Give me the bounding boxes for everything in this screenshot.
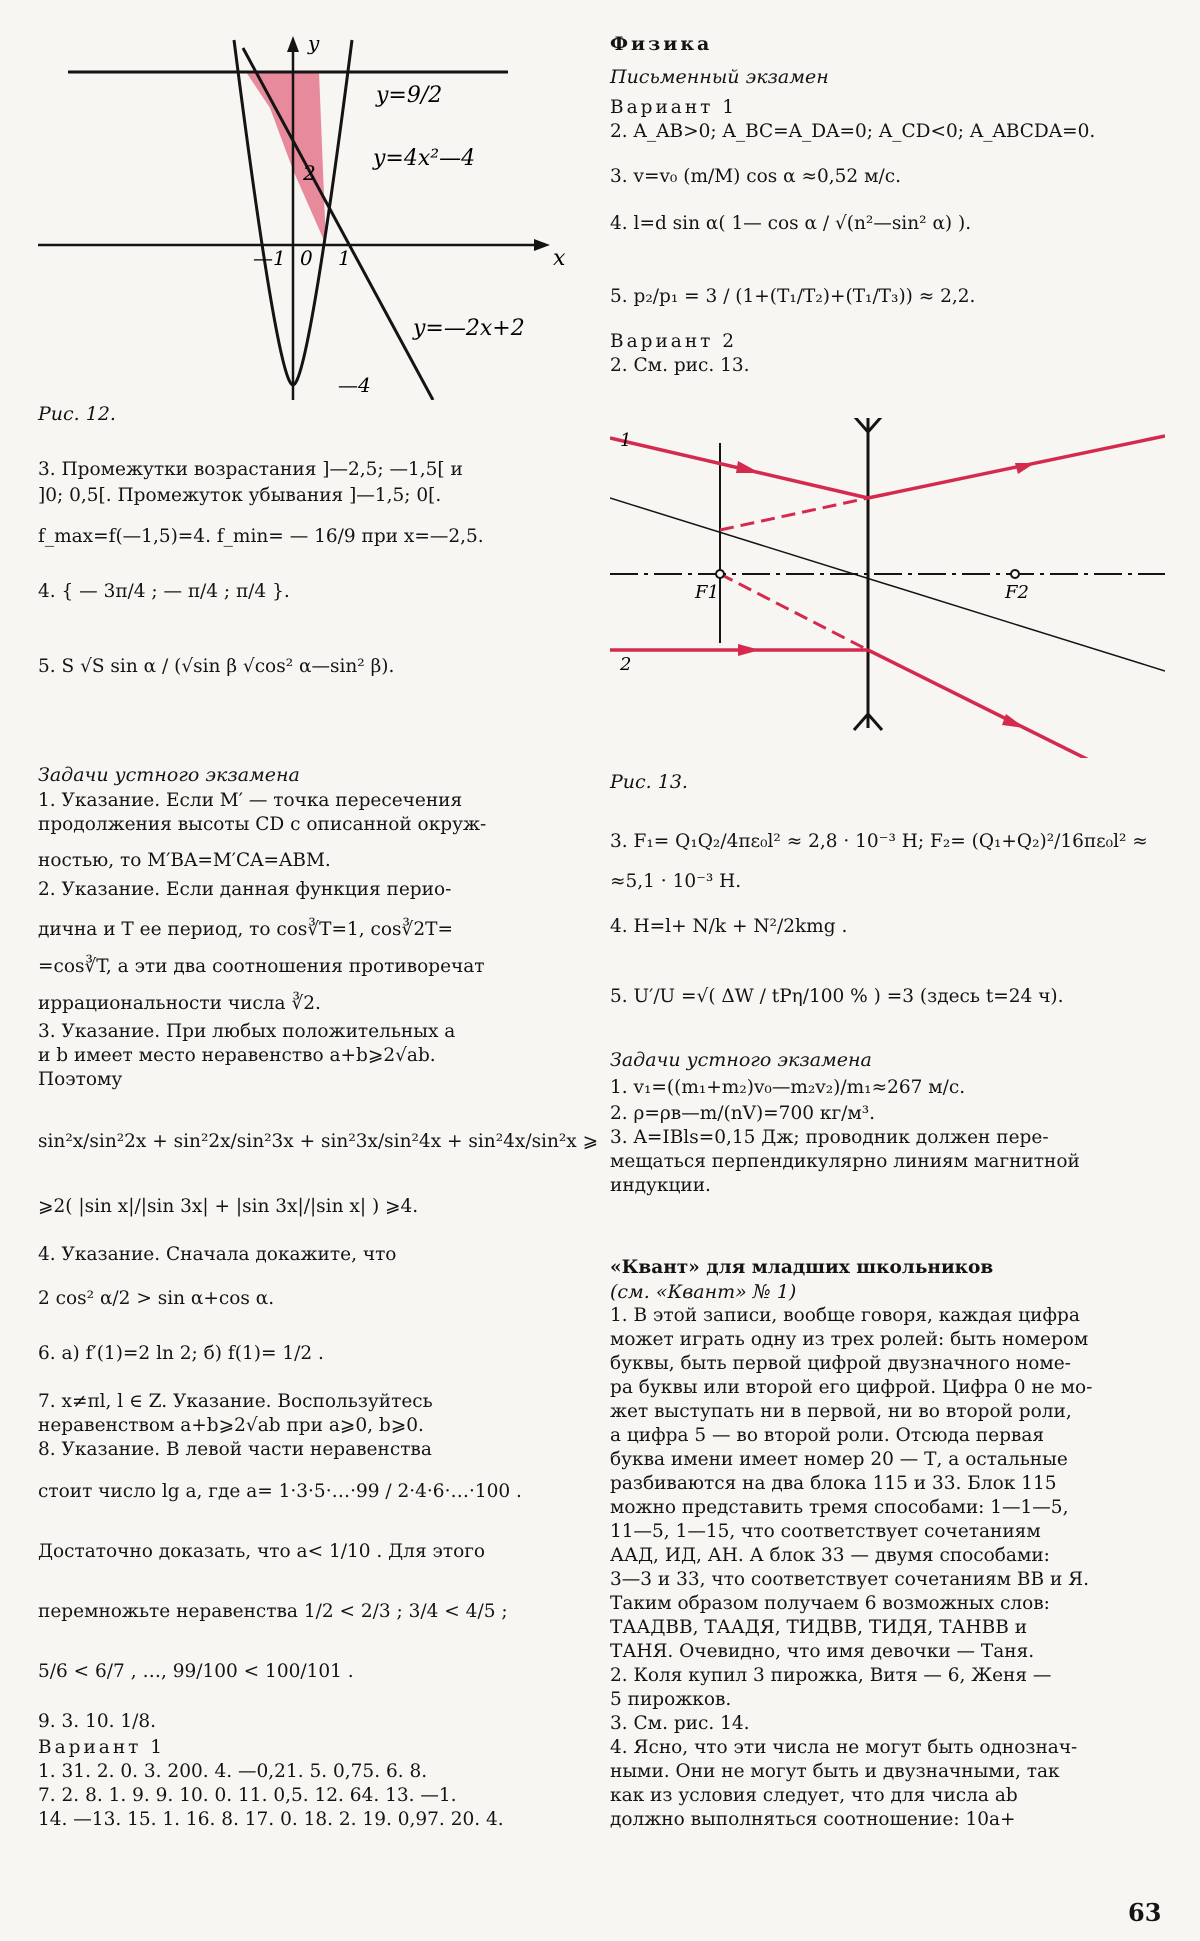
after-fig-3: 5. U′/U =√( ΔW / tPη/100 % ) =3 (здесь t=24 ч). — [610, 986, 1064, 1007]
variant-2-heading: Вариант 2 — [610, 331, 738, 352]
f1-label: F1 — [695, 582, 719, 603]
oral-left-13: 2 cos² α/2 > sin α+cos α. — [38, 1288, 275, 1309]
kvant-14: ТАНЯ. Очевидно, что имя девочки — Таня. — [610, 1641, 1035, 1662]
ray-2-label: 2 — [620, 654, 632, 675]
kvant-15: 2. Коля купил 3 пирожка, Витя — 6, Женя — — [610, 1665, 1052, 1686]
kvant-12: Таким образом получаем 6 возможных слов: — [610, 1593, 1050, 1614]
label-parabola: y=4x²—4 — [373, 146, 476, 171]
oral-left-14: 6. а) f′(1)=2 ln 2; б) f(1)= 1/2 . — [38, 1343, 324, 1364]
after-fig-2: 4. H=l+ N/k + N²/2kmg . — [610, 916, 848, 937]
fig13-caption: Рис. 13. — [610, 771, 688, 793]
kvant-8: можно представить тремя способами: 1—1—5, — [610, 1497, 1069, 1518]
figure-12 — [38, 20, 578, 400]
oral-left-17: 8. Указание. В левой части неравенства — [38, 1439, 432, 1460]
oral-left-21: 5/6 < 6/7 , …, 99/100 < 100/101 . — [38, 1661, 354, 1682]
oral-left-19: Достаточно доказать, что a< 1/10 . Для этого — [38, 1541, 486, 1562]
ray-2-extension — [720, 574, 868, 650]
oral-left-18: стоит число lg a, где a= 1·3·5·…·99 / 2·4·6·…·100 . — [38, 1481, 522, 1502]
page-number: 63 — [1128, 1898, 1162, 1927]
tick-1: 1 — [338, 246, 351, 270]
oral-left-16: неравенством a+b⩾2√ab при a⩾0, b⩾0. — [38, 1415, 424, 1436]
oral-left-25: 7. 2. 8. 1. 9. 9. 10. 0. 11. 0,5. 12. 64. 13. —1. — [38, 1785, 457, 1806]
kvant-18: 4. Ясно, что эти числа не могут быть однознач- — [610, 1737, 1078, 1758]
left-line-5: 5. S √S sin α / (√sin β √cos² α—sin² β). — [38, 656, 395, 677]
kvant-title: «Квант» для младших школьников — [610, 1257, 994, 1278]
ray-1-label: 1 — [620, 430, 632, 451]
tick-minus-1: —1 — [253, 246, 286, 270]
tick-minus-4: —4 — [338, 373, 371, 397]
y-axis-label: y — [308, 31, 320, 55]
kvant-subtitle: (см. «Квант» № 1) — [610, 1281, 797, 1303]
kvant-10: ААД, ИД, АН. А блок 33 — двумя способами: — [610, 1545, 1050, 1566]
oral-left-6: иррациональности числа ∛2. — [38, 993, 321, 1014]
oral-left-0: 1. Указание. Если M′ — точка пересечения — [38, 790, 463, 811]
oral-left-8: и b имеет место неравенство a+b⩾2√ab. — [38, 1045, 436, 1066]
kvant-3: ра буквы или второй его цифрой. Цифра 0 не мо- — [610, 1377, 1093, 1398]
after-fig-1: ≈5,1 · 10⁻³ Н. — [610, 871, 742, 892]
left-line-4: 4. { — 3π/4 ; — π/4 ; π/4 }. — [38, 581, 290, 602]
oral-left-12: 4. Указание. Сначала докажите, что — [38, 1244, 397, 1265]
oral-title-left: Задачи устного экзамена — [38, 764, 300, 786]
oral-left-4: дична и T ее период, то cos∛T=1, cos∛2T= — [38, 919, 453, 940]
oral-title-right: Задачи устного экзамена — [610, 1049, 872, 1071]
left-line-3: f_max=f(—1,5)=4. f_min= — 16/9 при x=—2,5. — [38, 526, 484, 547]
v2-item: 2. См. рис. 13. — [610, 355, 750, 376]
oral-left-2: ностью, то M′BA=M′CA=ABM. — [38, 850, 331, 871]
oral-left-24: 1. 31. 2. 0. 3. 200. 4. —0,21. 5. 0,75. 6. 8. — [38, 1761, 428, 1782]
kvant-17: 3. См. рис. 14. — [610, 1713, 750, 1734]
oral-left-10: sin²x/sin²2x + sin²2x/sin²3x + sin²3x/sin²4x + sin²4x/sin²x ⩾ — [38, 1131, 599, 1152]
after-fig-0: 3. F₁= Q₁Q₂/4πε₀l² ≈ 2,8 · 10⁻³ Н; F₂= (Q₁+Q₂)²/16πε₀l² ≈ — [610, 831, 1148, 852]
fig12-caption: Рис. 12. — [38, 403, 116, 425]
ray-1-extension — [720, 498, 868, 530]
tick-0: 0 — [300, 246, 313, 270]
oral-right-2: 3. A=IBls=0,15 Дж; проводник должен пере- — [610, 1127, 1049, 1148]
kvant-20: как из условия следует, что для числа ab — [610, 1785, 1018, 1806]
oral-left-5: =cos∛T, а эти два соотношения противоречат — [38, 956, 485, 977]
oral-left-26: 14. —13. 15. 1. 16. 8. 17. 0. 18. 2. 19. 0,97. 20. 4. — [38, 1809, 504, 1830]
kvant-19: ными. Они не могут быть и двузначными, так — [610, 1761, 1060, 1782]
section-subtitle: Письменный экзамен — [610, 66, 829, 88]
section-title: Физика — [610, 33, 713, 55]
kvant-4: жет выступать ни в первой, ни во второй роли, — [610, 1401, 1072, 1422]
label-line-top: y=9/2 — [376, 83, 443, 108]
written-1: 3. v=v₀ (m/M) cos α ≈0,52 м/с. — [610, 166, 901, 187]
kvant-11: 3—3 и 33, что соответствует сочетаниям ВВ и Я. — [610, 1569, 1089, 1590]
oral-left-23: Вариант 1 — [38, 1737, 166, 1758]
kvant-1: может играть одну из трех ролей: быть номером — [610, 1329, 1089, 1350]
kvant-13: ТААДВВ, ТААДЯ, ТИДВВ, ТИДЯ, ТАНВВ и — [610, 1617, 1028, 1638]
oral-left-1: продолжения высоты CD с описанной окруж- — [38, 814, 487, 835]
left-line-2: ]0; 0,5[. Промежуток убывания ]—1,5; 0[. — [38, 485, 442, 506]
oral-left-11: ⩾2( |sin x|/|sin 3x| + |sin 3x|/|sin x| ) ⩾4. — [38, 1196, 419, 1217]
kvant-16: 5 пирожков. — [610, 1689, 732, 1710]
tick-2: 2 — [303, 161, 316, 185]
written-3: 5. p₂/p₁ = 3 / (1+(T₁/T₂)+(T₁/T₃)) ≈ 2,2. — [610, 286, 976, 307]
oral-left-20: перемножьте неравенства 1/2 < 2/3 ; 3/4 < 4/5 ; — [38, 1601, 508, 1622]
ray-2-out — [868, 650, 1165, 758]
kvant-7: разбиваются на два блока 115 и 33. Блок 115 — [610, 1473, 1057, 1494]
oral-right-3: мещаться перпендикулярно линиям магнитной — [610, 1151, 1080, 1172]
variant-1-heading: Вариант 1 — [610, 97, 738, 118]
kvant-21: должно выполняться соотношение: 10a+ — [610, 1809, 1016, 1830]
kvant-9: 11—5, 1—15, что соответствует сочетаниям — [610, 1521, 1041, 1542]
written-2: 4. l=d sin α( 1— cos α / √(n²—sin² α) ). — [610, 213, 972, 234]
oral-right-4: индукции. — [610, 1175, 711, 1196]
oral-left-15: 7. x≠πl, l ∈ Z. Указание. Воспользуйтесь — [38, 1391, 433, 1412]
kvant-6: буква имени имеет номер 20 — Т, а остальные — [610, 1449, 1068, 1470]
figure-13 — [610, 418, 1165, 758]
kvant-5: а цифра 5 — во второй роли. Отсюда первая — [610, 1425, 1045, 1446]
oral-left-7: 3. Указание. При любых положительных a — [38, 1021, 456, 1042]
left-line-1: 3. Промежутки возрастания ]—2,5; —1,5[ и — [38, 459, 463, 480]
aux-line — [610, 498, 1165, 671]
kvant-2: буквы, быть первой цифрой двузначного номе- — [610, 1353, 1071, 1374]
oral-right-0: 1. v₁=((m₁+m₂)v₀—m₂v₂)/m₁≈267 м/с. — [610, 1077, 966, 1098]
label-line: y=—2x+2 — [413, 316, 525, 341]
oral-right-1: 2. ρ=ρв—m/(nV)=700 кг/м³. — [610, 1103, 876, 1124]
oral-left-9: Поэтому — [38, 1069, 123, 1090]
x-axis-label: x — [553, 246, 566, 271]
oral-left-22: 9. 3. 10. 1/8. — [38, 1711, 157, 1732]
f2-label: F2 — [1005, 582, 1029, 603]
oral-left-3: 2. Указание. Если данная функция перио- — [38, 879, 452, 900]
kvant-0: 1. В этой записи, вообще говоря, каждая цифра — [610, 1305, 1080, 1326]
written-0: 2. A_AB>0; A_BC=A_DA=0; A_CD<0; A_ABCDA=0. — [610, 121, 1096, 142]
